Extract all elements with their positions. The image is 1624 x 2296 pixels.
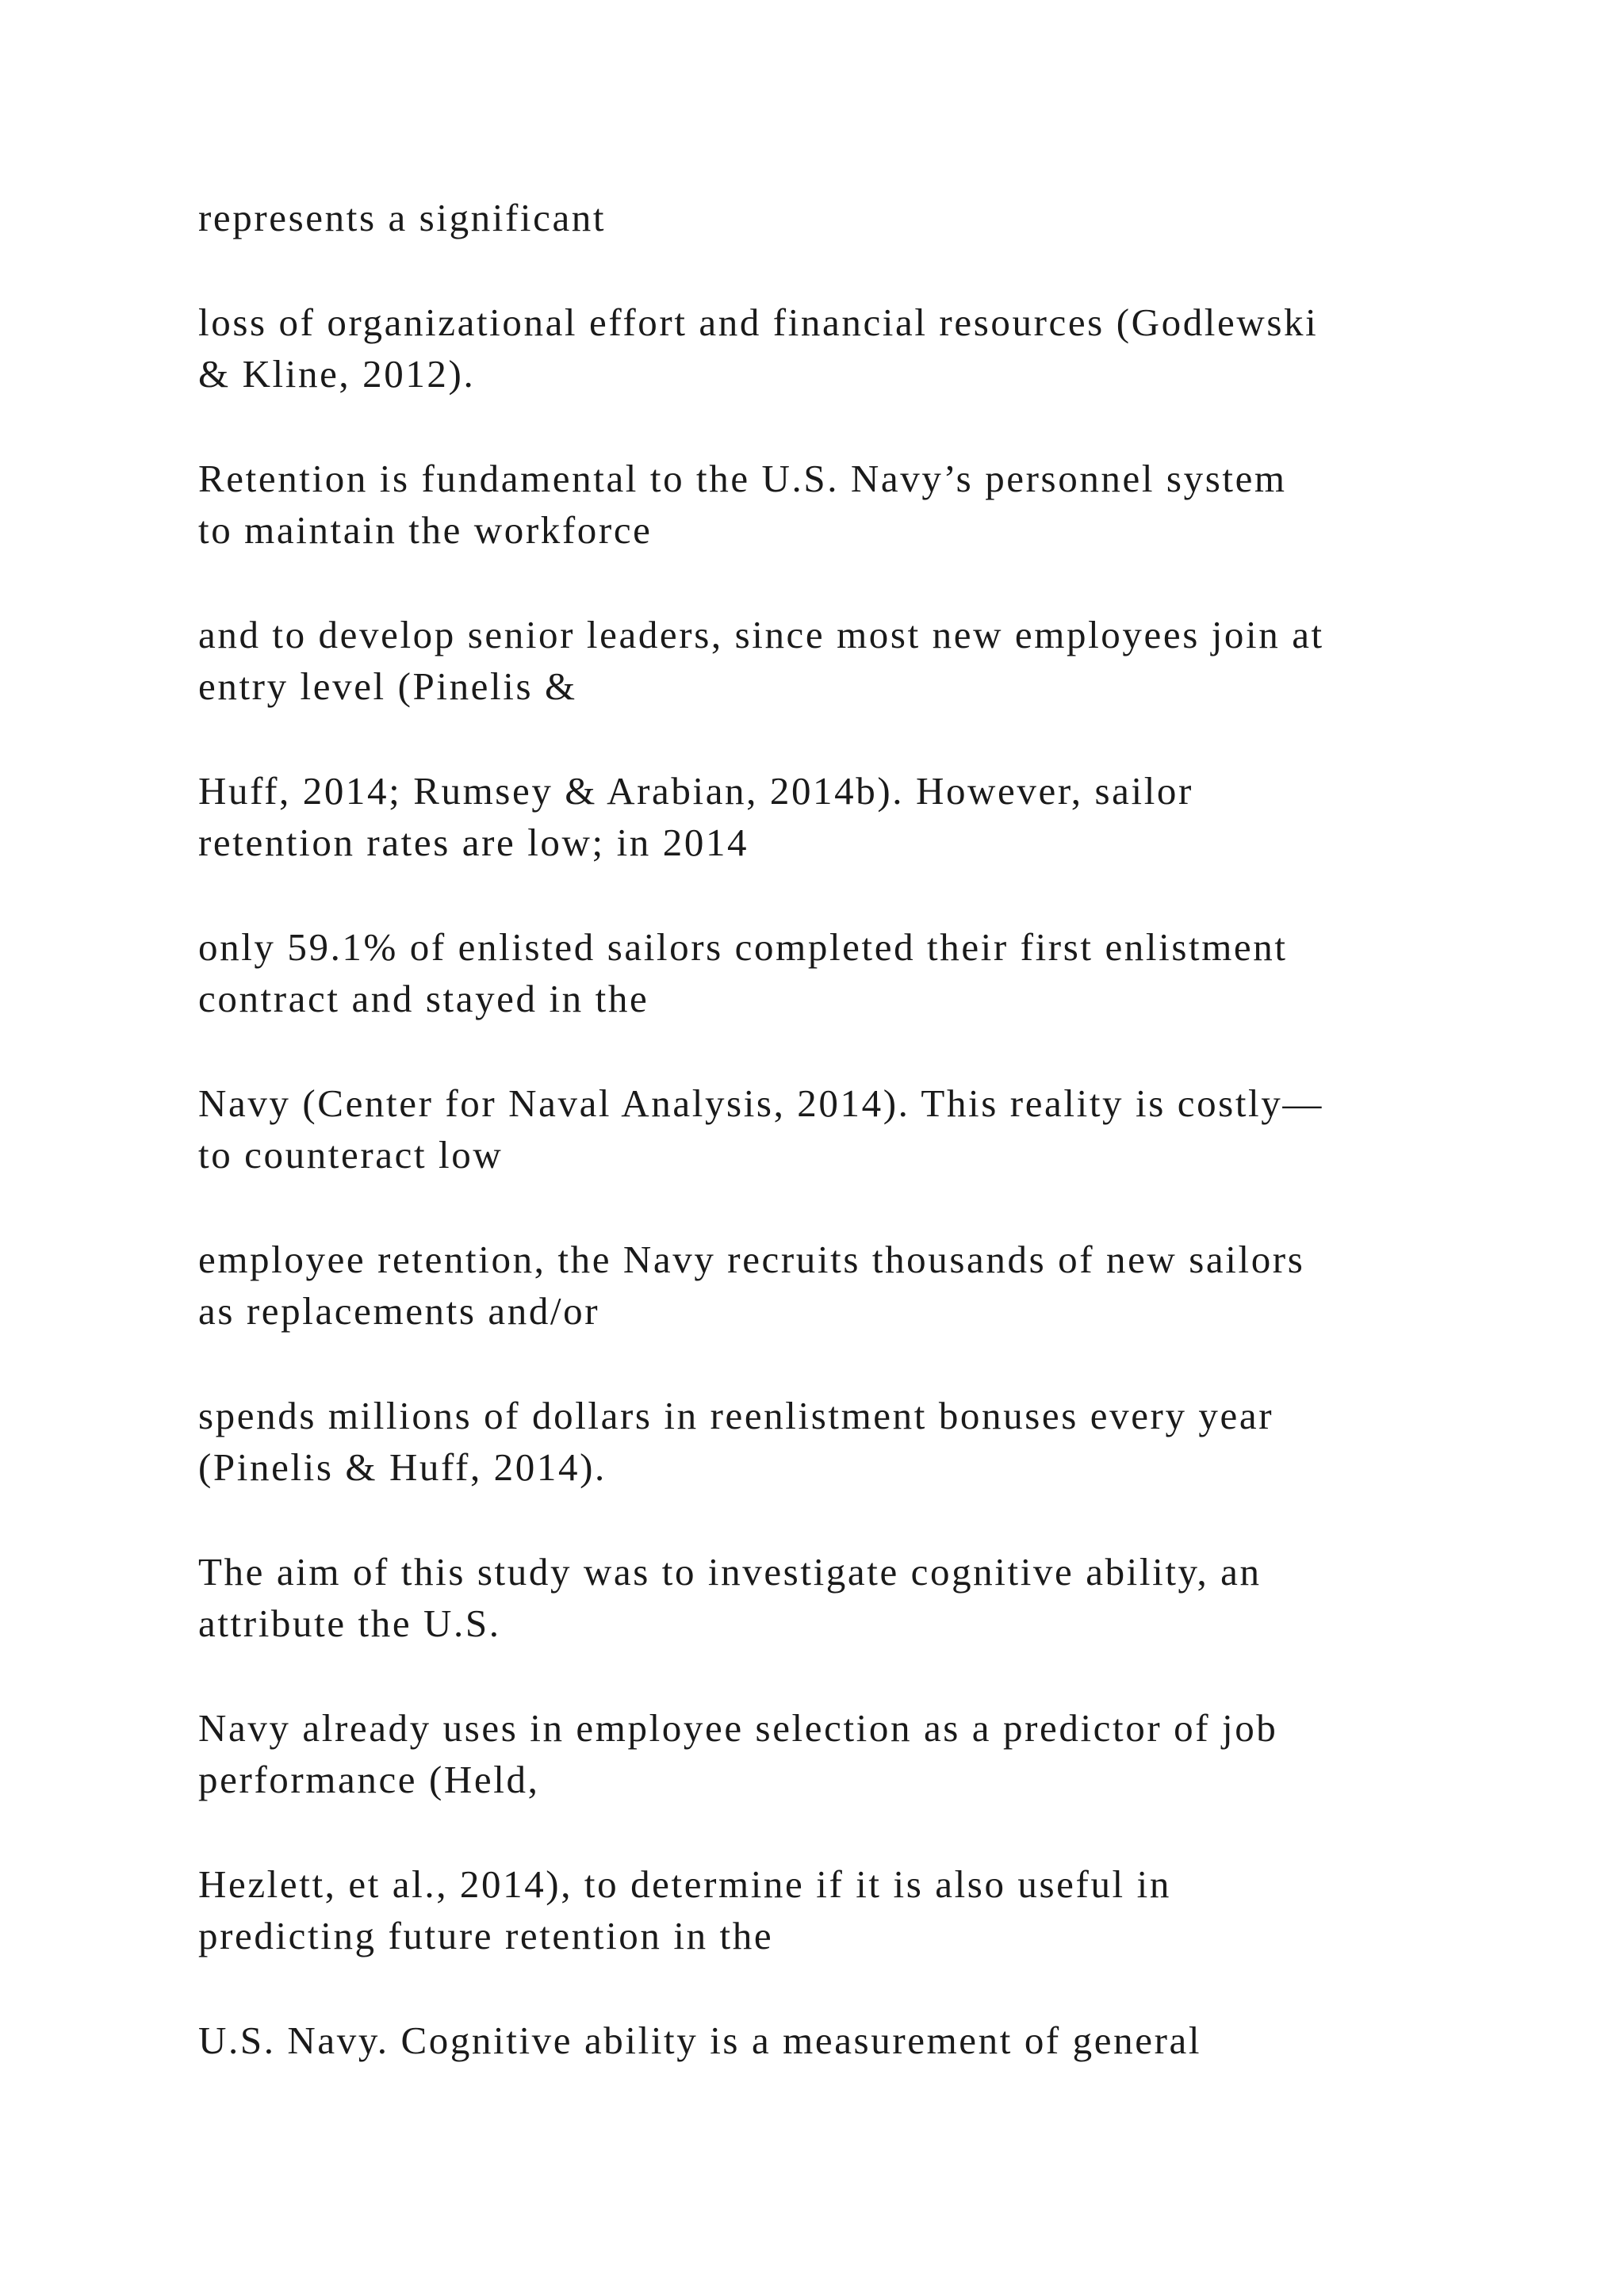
paragraph bbox=[198, 609, 1483, 712]
text-line: The aim of this study was to investigate cognitive ability, an bbox=[198, 1550, 1262, 1594]
text-line: predicting future retention in the bbox=[198, 1914, 774, 1957]
text-line: Hezlett, et al., 2014), to determine if it is also useful in bbox=[198, 1862, 1171, 1906]
text-line: performance (Held, bbox=[198, 1758, 540, 1801]
text-line: retention rates are low; in 2014 bbox=[198, 821, 749, 864]
paragraph bbox=[198, 1234, 1483, 1337]
text-line: spends millions of dollars in reenlistment bonuses every year bbox=[198, 1394, 1274, 1437]
paragraph bbox=[198, 1077, 1483, 1181]
text-line: contract and stayed in the bbox=[198, 977, 649, 1020]
text-line: (Pinelis & Huff, 2014). bbox=[198, 1445, 607, 1489]
text-line: only 59.1% of enlisted sailors completed their first enlistment bbox=[198, 925, 1288, 969]
text-line: Navy already uses in employee selection as a predictor of job bbox=[198, 1706, 1278, 1750]
text-line: & Kline, 2012). bbox=[198, 352, 476, 396]
text-line: entry level (Pinelis & bbox=[198, 664, 577, 708]
text-line: employee retention, the Navy recruits thousands of new sailors bbox=[198, 1238, 1305, 1281]
paragraph bbox=[198, 1702, 1483, 1805]
paragraph bbox=[198, 1390, 1483, 1493]
text-line: represents a significant bbox=[198, 196, 607, 239]
text-line: Huff, 2014; Rumsey & Arabian, 2014b). However, sailor bbox=[198, 769, 1193, 813]
paragraph bbox=[198, 192, 1483, 243]
paragraph bbox=[198, 2015, 1483, 2066]
paragraph bbox=[198, 765, 1483, 868]
paragraph bbox=[198, 1546, 1483, 1649]
text-line: loss of organizational effort and financial resources (Godlewski bbox=[198, 300, 1319, 344]
text-line: as replacements and/or bbox=[198, 1289, 600, 1333]
text-line: U.S. Navy. Cognitive ability is a measurement of general bbox=[198, 2019, 1202, 2062]
text-line: Retention is fundamental to the U.S. Navy’s personnel system bbox=[198, 457, 1287, 500]
paragraph bbox=[198, 1858, 1483, 1961]
text-line: to counteract low bbox=[198, 1133, 504, 1177]
text-line: to maintain the workforce bbox=[198, 508, 653, 552]
paragraph bbox=[198, 297, 1483, 400]
paragraph bbox=[198, 453, 1483, 556]
text-line: Navy (Center for Naval Analysis, 2014). This reality is costly— bbox=[198, 1081, 1323, 1125]
paragraph bbox=[198, 921, 1483, 1024]
text-line: attribute the U.S. bbox=[198, 1601, 501, 1645]
body-text bbox=[198, 192, 1483, 2119]
text-line: and to develop senior leaders, since most new employees join at bbox=[198, 613, 1324, 656]
